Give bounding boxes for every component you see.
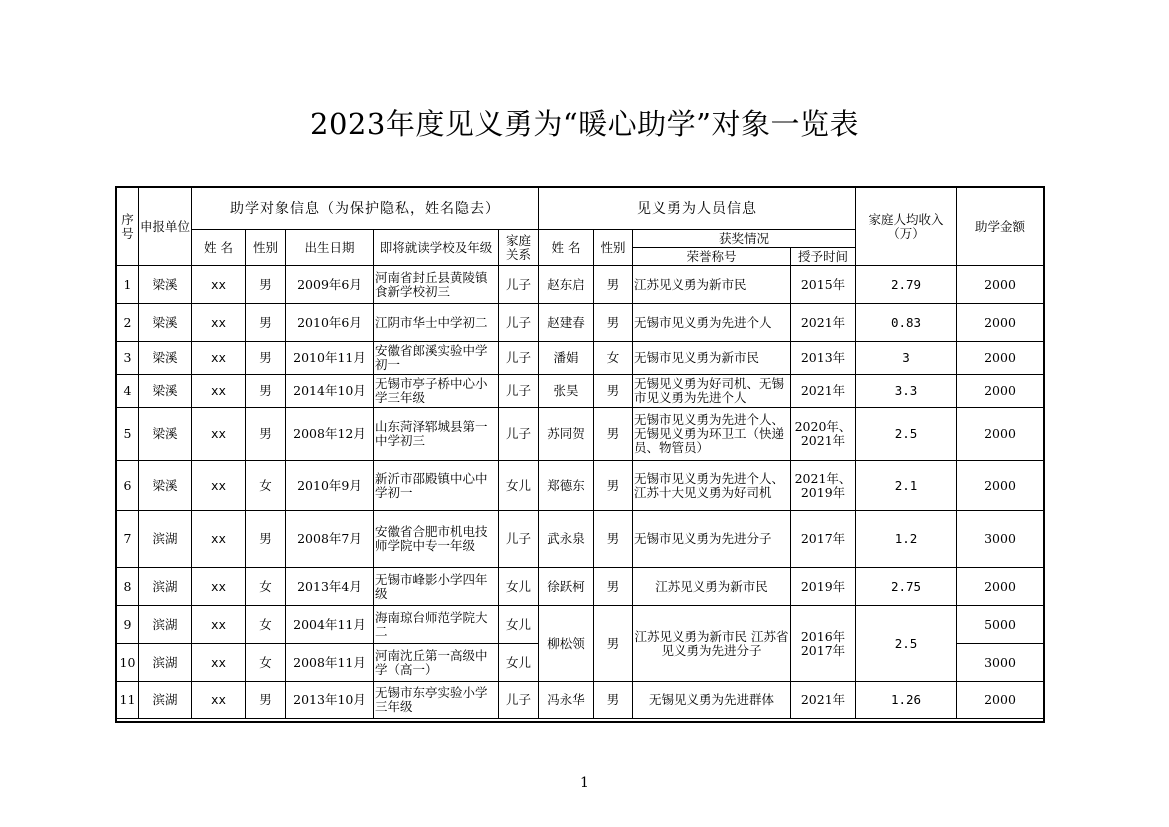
cell-name: xx [192,375,246,408]
cell-birth: 2008年12月 [286,408,374,461]
cell-amount: 2000 [957,568,1044,606]
cell-school: 无锡市亭子桥中心小学三年级 [374,375,499,408]
cell-award-time: 2019年 [791,568,856,606]
cell-honor: 无锡市见义勇为先进分子 [633,511,791,568]
cell-income: 2.5 [856,408,957,461]
cell-relation: 女儿 [499,568,539,606]
cell-seq: 9 [117,606,139,644]
cell-seq: 6 [117,461,139,511]
cell-award-time: 2021年 [791,682,856,719]
cell-birth: 2008年11月 [286,644,374,682]
cell-unit: 梁溪 [139,266,192,304]
cell-honor: 无锡市见义勇为先进个人、江苏十大见义勇为好司机 [633,461,791,511]
cell-relation: 儿子 [499,304,539,342]
cell-gender: 女 [246,606,286,644]
cell-hero-gender: 男 [594,266,633,304]
table-row [117,375,1044,408]
cell-seq: 1 [117,266,139,304]
cell-relation: 儿子 [499,266,539,304]
cell-unit: 梁溪 [139,304,192,342]
header-birth: 出生日期 [286,230,374,266]
cell-seq: 4 [117,375,139,408]
table-row [117,606,1044,644]
cell-hero-gender: 男 [594,511,633,568]
cell-income: 2.5 [856,606,957,682]
header-gender: 性别 [246,230,286,266]
cell-award-time: 2015年 [791,266,856,304]
cell-unit: 梁溪 [139,375,192,408]
cell-seq: 7 [117,511,139,568]
cell-school: 新沂市邵殿镇中心中学初一 [374,461,499,511]
cell-seq: 2 [117,304,139,342]
cell-hero-name: 武永泉 [539,511,594,568]
header-unit: 申报单位 [139,188,192,266]
header-name: 姓 名 [192,230,246,266]
cell-school: 江阴市华士中学初二 [374,304,499,342]
table-row [117,568,1044,606]
cell-hero-gender: 男 [594,304,633,342]
cell-school: 河南省封丘县黄陵镇食新学校初三 [374,266,499,304]
cell-school: 安徽省郎溪实验中学初一 [374,342,499,375]
cell-gender: 男 [246,304,286,342]
table-row [117,342,1044,375]
cell-birth: 2013年10月 [286,682,374,719]
cell-hero-gender: 男 [594,606,633,682]
cell-unit: 滨湖 [139,511,192,568]
cell-amount: 5000 [957,606,1044,644]
cell-gender: 男 [246,266,286,304]
cell-unit: 滨湖 [139,606,192,644]
cell-honor: 无锡市见义勇为新市民 [633,342,791,375]
cell-amount: 3000 [957,644,1044,682]
header-hero-name: 姓 名 [539,230,594,266]
cell-name: xx [192,568,246,606]
cell-honor: 无锡市见义勇为先进个人 [633,304,791,342]
cell-gender: 男 [246,511,286,568]
cell-school: 山东菏泽郓城县第一中学初三 [374,408,499,461]
cell-seq: 10 [117,644,139,682]
cell-birth: 2013年4月 [286,568,374,606]
cell-award-time: 2013年 [791,342,856,375]
cell-hero-name: 柳松领 [539,606,594,682]
cell-award-time: 2016年2017年 [791,606,856,682]
cell-income: 3 [856,342,957,375]
cell-school: 河南沈丘第一高级中学（高一） [374,644,499,682]
cell-hero-name: 张昊 [539,375,594,408]
cell-amount: 2000 [957,408,1044,461]
header-hero-group: 见义勇为人员信息 [539,188,856,230]
cell-amount: 2000 [957,682,1044,719]
cell-amount: 2000 [957,375,1044,408]
page-title: 2023年度见义勇为“暖心助学”对象一览表 [310,107,859,141]
cell-hero-name: 徐跃柯 [539,568,594,606]
table-row [117,304,1044,342]
cell-award-time: 2021年 [791,375,856,408]
cell-birth: 2010年11月 [286,342,374,375]
cell-gender: 男 [246,682,286,719]
cell-birth: 2010年6月 [286,304,374,342]
cell-seq: 11 [117,682,139,719]
table-row [117,461,1044,511]
cell-relation: 女儿 [499,606,539,644]
cell-unit: 梁溪 [139,408,192,461]
cell-unit: 滨湖 [139,644,192,682]
cell-income: 2.79 [856,266,957,304]
cell-relation: 儿子 [499,682,539,719]
cell-gender: 女 [246,644,286,682]
cell-unit: 梁溪 [139,461,192,511]
cell-hero-name: 冯永华 [539,682,594,719]
cell-relation: 儿子 [499,375,539,408]
cell-honor: 江苏见义勇为新市民 江苏省见义勇为先进分子 [633,606,791,682]
cell-school: 海南琼台师范学院大二 [374,606,499,644]
cell-hero-gender: 男 [594,408,633,461]
cell-award-time: 2020年、2021年 [791,408,856,461]
cell-hero-name: 郑德东 [539,461,594,511]
cell-amount: 2000 [957,266,1044,304]
aid-recipients-table [116,187,1044,719]
cell-hero-name: 赵东启 [539,266,594,304]
cell-income: 3.3 [856,375,957,408]
header-seq: 序号 [117,188,139,266]
table-row [117,682,1044,719]
cell-income: 1.2 [856,511,957,568]
cell-relation: 儿子 [499,511,539,568]
cell-income: 1.26 [856,682,957,719]
table-row [117,266,1044,304]
cell-birth: 2010年9月 [286,461,374,511]
cell-hero-gender: 男 [594,461,633,511]
cell-birth: 2009年6月 [286,266,374,304]
table-row [117,511,1044,568]
cell-hero-gender: 女 [594,342,633,375]
cell-name: xx [192,461,246,511]
cell-name: xx [192,304,246,342]
cell-hero-gender: 男 [594,568,633,606]
cell-award-time: 2021年 [791,304,856,342]
cell-hero-gender: 男 [594,682,633,719]
cell-name: xx [192,682,246,719]
cell-gender: 男 [246,342,286,375]
header-honor: 荣誉称号 [633,248,791,266]
cell-birth: 2008年7月 [286,511,374,568]
cell-honor: 无锡见义勇为好司机、无锡市见义勇为先进个人 [633,375,791,408]
cell-relation: 女儿 [499,644,539,682]
cell-gender: 男 [246,375,286,408]
cell-unit: 滨湖 [139,682,192,719]
cell-unit: 滨湖 [139,568,192,606]
cell-school: 无锡市东亭实验小学三年级 [374,682,499,719]
header-award-group: 获奖情况 [633,230,856,248]
cell-award-time: 2021年、2019年 [791,461,856,511]
cell-honor: 无锡市见义勇为先进个人、 无锡见义勇为环卫工（快递员、物管员） [633,408,791,461]
cell-relation: 儿子 [499,342,539,375]
cell-honor: 江苏见义勇为新市民 [633,266,791,304]
cell-hero-name: 赵建春 [539,304,594,342]
cell-award-time: 2017年 [791,511,856,568]
cell-hero-name: 苏同贺 [539,408,594,461]
cell-seq: 8 [117,568,139,606]
cell-honor: 无锡见义勇为先进群体 [633,682,791,719]
cell-amount: 2000 [957,304,1044,342]
cell-name: xx [192,511,246,568]
header-award-time: 授予时间 [791,248,856,266]
header-student-group: 助学对象信息（为保护隐私，姓名隐去） [192,188,539,230]
cell-seq: 3 [117,342,139,375]
cell-amount: 3000 [957,511,1044,568]
cell-hero-gender: 男 [594,375,633,408]
cell-school: 无锡市峰影小学四年级 [374,568,499,606]
cell-honor: 江苏见义勇为新市民 [633,568,791,606]
cell-name: xx [192,644,246,682]
cell-amount: 2000 [957,461,1044,511]
cell-income: 2.1 [856,461,957,511]
header-hero-gender: 性别 [594,230,633,266]
table-row [117,408,1044,461]
cell-seq: 5 [117,408,139,461]
cell-name: xx [192,408,246,461]
cell-relation: 女儿 [499,461,539,511]
cell-gender: 女 [246,461,286,511]
cell-unit: 梁溪 [139,342,192,375]
header-relation: 家庭关系 [499,230,539,266]
cell-name: xx [192,606,246,644]
cell-hero-name: 潘娟 [539,342,594,375]
cell-birth: 2014年10月 [286,375,374,408]
page-number: 1 [580,775,589,791]
cell-birth: 2004年11月 [286,606,374,644]
cell-name: xx [192,266,246,304]
header-school: 即将就读学校及年级 [374,230,499,266]
header-income: 家庭人均收入（万） [856,188,957,266]
cell-gender: 女 [246,568,286,606]
header-amount: 助学金额 [957,188,1044,266]
cell-relation: 儿子 [499,408,539,461]
cell-school: 安徽省合肥市机电技师学院中专一年级 [374,511,499,568]
cell-income: 2.75 [856,568,957,606]
cell-gender: 男 [246,408,286,461]
cell-name: xx [192,342,246,375]
cell-amount: 2000 [957,342,1044,375]
cell-income: 0.83 [856,304,957,342]
